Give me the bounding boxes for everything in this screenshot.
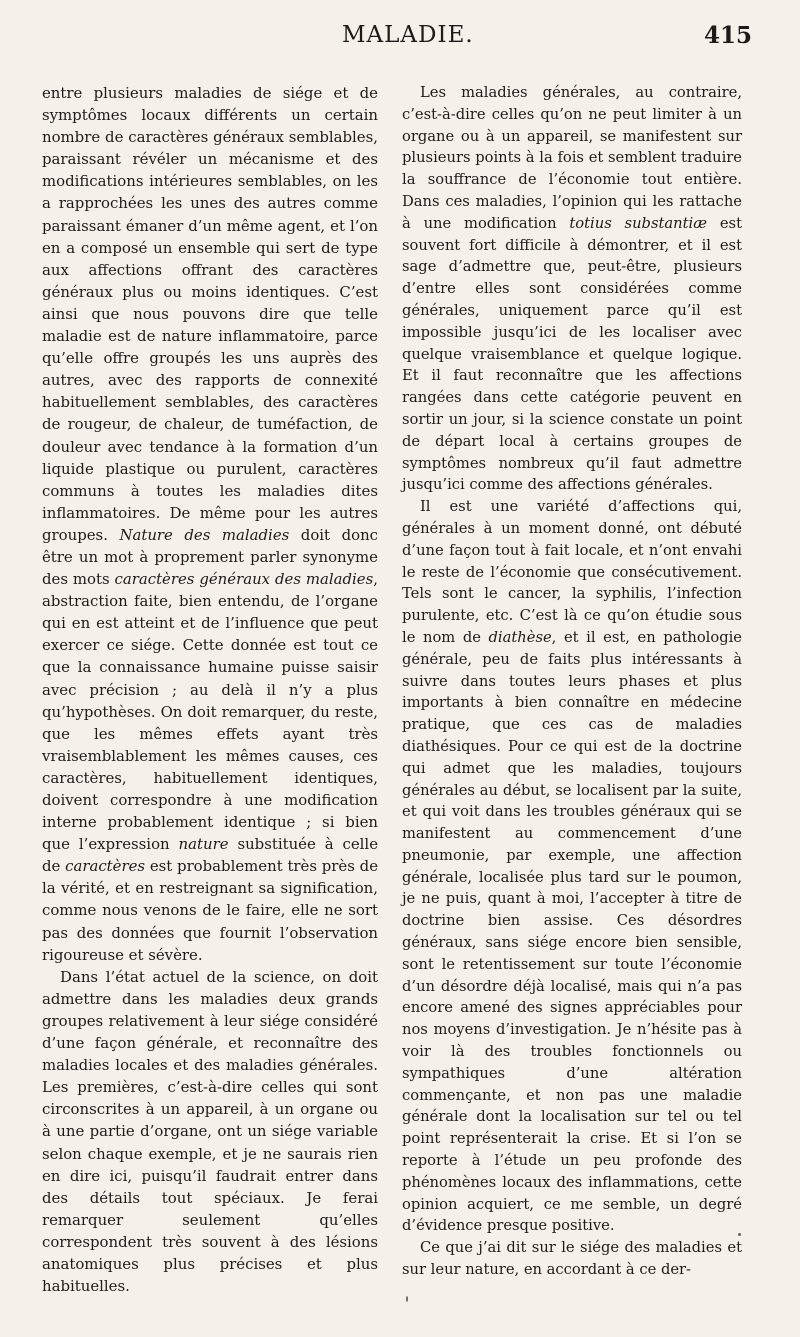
emphasis: nature [178,835,229,854]
right-paragraph-1: Les maladies générales, au contraire, c’est-à-dire celles qu’on ne peut limiter à un organe ou à un appareil, se manifestent sur plusieurs points à la fois et semblent traduire la souffrance de l’économie tout entière. Dans ces maladies, l’opinion qui les rattache à une modification totius substantiæ est souvent fort difficile à démontrer, et il est sage d’admettre que, peut-être, plusieurs d’entre elles sont considérées comme générales, uniquement parce qu’il est impossible jusqu’ici de les localiser avec quelque vraisemblance et quelque logique. Et il faut reconnaître que les affections rangées dans cette catégorie peuvent en sortir un jour, si la science constate un point de départ local à certains groupes de symptômes nombreux qu’il faut admettre jusqu’ici comme des affections générales. [402,84,742,494]
emphasis: Nature des maladies [119,525,290,544]
right-column [402,82,742,1281]
right-paragraph-3: Ce que j’ai dit sur le siége des maladies et sur leur nature, en accordant à ce der- [402,1239,742,1279]
right-paragraph-2: Il est une variété d’affections qui, générales à un moment donné, ont débuté d’une façon tout à fait locale, et n’ont envahi le reste de l’économie que consécutivement. Tels sont le cancer, la syphilis, l’infection purulente, etc. C’est là ce qu’on étudie sous le nom de diathèse, et il est, en pathologie générale, peu de faits plus intéressants à suivre dans toutes leurs phases et plus importants à bien connaître en médecine pratique, que ces cas de maladies diathésiques. Pour ce qui est de la doctrine qui admet que les maladies, toujours générales au début, se localisent par la suite, et qui voit dans les troubles généraux qui se manifestent au commencement d’une pneumonie, par exemple, une affection générale, localisée plus tard sur le poumon, je ne puis, quant à moi, l’accepter à titre de doctrine bien assise. Ces désordres généraux, sans siége encore bien sensible, sont le retentissement sur toute l’économie d’un désordre déjà localisé, mais qui n’a pas encore amené des signes appréciables pour nos moyens d’investigation. Je n’hésite pas à voir là des troubles fonctionnels ou sympathiques d’une altération commençante, et non pas une maladie générale dont la localisation sur tel ou tel point représenterait la crise. Et si l’on se reporte à l’étude un peu profonde des phénomènes locaux des inflammations, cette opinion acquiert, ce me semble, un degré d’évidence presque positive. [402,498,742,1235]
print-speck [738,1233,741,1236]
emphasis: caractères [65,857,146,876]
emphasis: caractères généraux des maladies [114,570,374,589]
left-column [42,82,378,1297]
left-paragraph-1: entre plusieurs maladies de siége et de symptômes locaux différents un certain nombre de caractères généraux semblables, paraissant révéler un mécanisme et des modifications intérieures semblables, on les a rapprochées les unes des autres comme paraissant émaner d’un même agent, et l’on en a composé un ensemble qui sert de type aux affections offrant des caractères généraux plus ou moins identiques. C’est ainsi que nous pouvons dire que telle maladie est de nature inflammatoire, parce qu’elle offre groupés les uns auprès des autres, avec des rapports de connexité habituellement semblables, des caractères de rougeur, de chaleur, de tuméfaction, de douleur avec tendance à la formation d’un liquide plastique ou purulent, caractères communs à toutes les maladies dites inflammatoires. De même pour les autres groupes. Nature des maladies doit donc être un mot à proprement parler synonyme des mots caractères généraux des maladies, abstraction faite, bien entendu, de l’organe qui en est atteint et de l’influence que peut exercer ce siége. Cette donnée est tout ce que la connaissance humaine puisse saisir avec précision ; au delà il n’y a plus qu’hypothèses. On doit remarquer, du reste, que les mêmes effets ayant très vraisemblablement les mêmes causes, ces caractères, habituellement identiques, doivent correspondre à une modification interne probablement identique ; si bien que l’expression nature substituée à celle de caractères est probablement très près de la vérité, et en restreignant sa signification, comme nous venons de le faire, elle ne sort pas des données que fournit l’observation rigoureuse et sévère. [42,84,379,964]
running-head: MALADIE. [342,22,474,48]
left-paragraph-2: Dans l’état actuel de la science, on doit admettre dans les maladies deux grands groupes relativement à leur siége considéré d’une façon générale, et reconnaître des maladies locales et des maladies générales. Les premières, c’est-à-dire celles qui sont circonscrites à un appareil, à un organe ou à une partie d’organe, ont un siége variable selon chaque exemple, et je ne saurais rien en dire ici, puisqu’il faudrait entrer dans des détails tout spéciaux. Je ferai remarquer seulement qu’elles correspondent très souvent à des lésions anatomiques plus précises et plus habituelles. [42,967,378,1296]
emphasis: diathèse [488,628,552,646]
emphasis: totius substantiæ [569,214,708,232]
print-speck [406,1296,408,1302]
page-number: 415 [704,22,753,49]
page-header [0,22,800,62]
